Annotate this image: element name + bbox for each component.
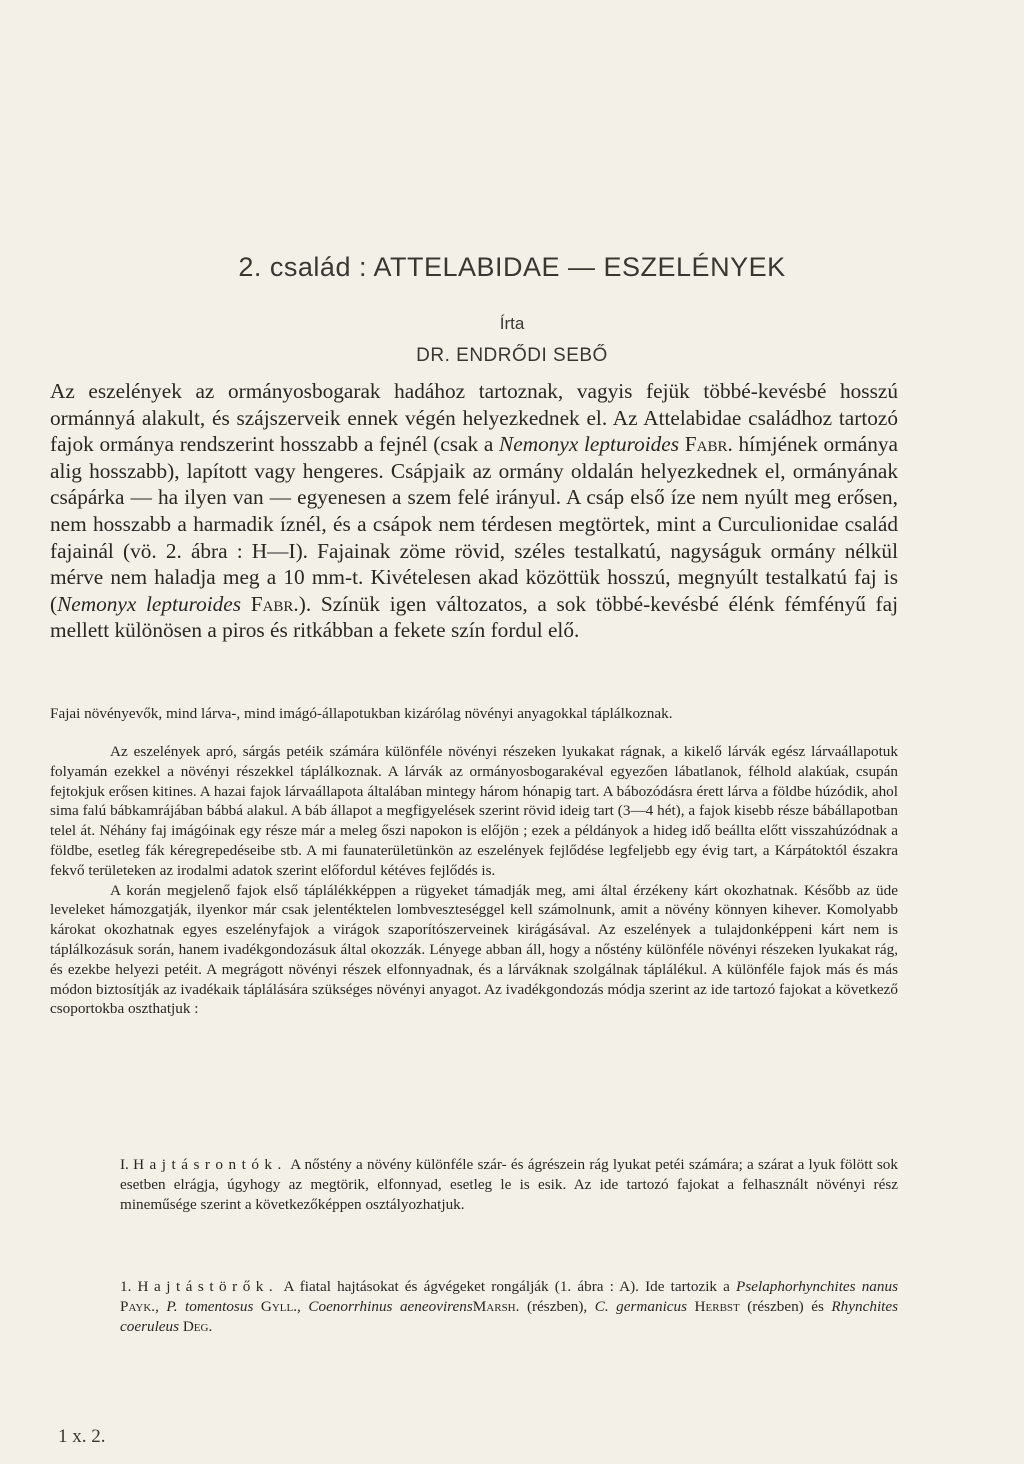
separator: ,	[297, 1297, 309, 1315]
author-name: DR. ENDRŐDI SEBŐ	[416, 345, 608, 366]
author-abbrev: Deg.	[182, 1317, 213, 1335]
group-term: Hajtásrontók.	[133, 1156, 287, 1173]
author-abbrev: Fabr.	[250, 591, 299, 616]
group-description: A fiatal hajtásokat és ágvégeket rongálják (1. ábra : A). Ide tartozik a	[278, 1278, 737, 1295]
page-signature: 1 x. 2.	[58, 1426, 106, 1447]
intro-text-1: Az eszelények az ormányosbogarak hadához tartoznak, vagyis fejük többé-kevésbé hosszú ormánnyá alakult, és szájszerveik ennek végén helyezkednek el. Az Attelabidae családhoz tartozó fajok ormánya rendszerint hosszabb a fejnél (csak a	[50, 379, 898, 457]
species-name: Coenorrhinus aeneovirens	[308, 1297, 473, 1315]
group-item-hajtasrontok	[120, 1155, 898, 1214]
list-number: I.	[120, 1156, 129, 1173]
development-paragraph: Az eszelények apró, sárgás petéik számára különféle növényi részeken lyukakat rágnak, a kikelő lárvák egész lárvaállapotuk folyamán ezekkel a növényi részekkel táplálkoznak. A lárvák az ormányosbogarakéval egyezően lábatlanok, félhold alakúak, csupán fejtokjuk erősen kitines. A hazai fajok lárvaállapota általában mintegy három hónapig tart. A bábozódásra érett lárva a földbe húzódik, ahol sima falú bábkamrájában bábbá alakul. A báb állapot a megfigyelések szerint rövid ideig tart (3—4 hét), a fajok kisebb része bábállapotban telel át. Néhány faj imágóinak egy része már a meleg őszi napokon is előjön ; ezek a példányok a hideg idő beállta előtt visszahúzódnak a földbe, esetleg fák kéregrepedéseibe stb. A mi faunaterületünkön az eszelények fejlődése legfeljebb egy évig tart, a Kárpátoktól északra fekvő területeken az irodalmi adatok szerint előfordul kétéves fejlődés is.	[50, 743, 898, 879]
author-abbrev: Payk.	[120, 1297, 156, 1315]
group-description: A nőstény a növény különféle szár- és ágrészein rág lyukat petéi számára; a szárat a lyuk fölött sok esetben elrágja, úgyhogy az megtörik, elfonnyad, esetleg le is esik. Az ide tartozó fajokat a felhasznált növényi rész mineműsége szerint a következőképpen osztályozhatjuk.	[120, 1156, 898, 1213]
species-name: Nemonyx lepturoides	[499, 432, 680, 457]
species-name: Nemonyx lepturoides	[57, 591, 242, 616]
species-name: Pselaphorhynchites nanus	[736, 1278, 898, 1295]
list-number: 1.	[120, 1278, 132, 1295]
species-name: C. germanicus	[594, 1297, 688, 1315]
body-paragraphs	[50, 742, 898, 1019]
chapter-heading: 2. család : ATTELABIDAE — ESZELÉNYEK	[238, 252, 786, 282]
species-name: P. tomentosus	[166, 1297, 254, 1315]
separator: (részben),	[519, 1297, 595, 1315]
intro-paragraph	[50, 378, 898, 644]
author-abbrev: Herbst	[694, 1297, 740, 1315]
feeding-paragraph	[50, 704, 898, 724]
byline-label: Írta	[499, 314, 525, 333]
group-item-hajtastorok	[120, 1277, 898, 1336]
intro-text-3: ). Színük igen változatos, a sok többé-kevésbé élénk fémfényű faj mellett különösen a piros és ritkábban a fekete szín fordul elő.	[50, 591, 899, 643]
separator: ,	[155, 1297, 167, 1315]
intro-text-2: hímjének ormánya alig hosszabb), lapított vagy hengeres. Csápjaik az ormány oldalán helyezkednek el, ormányának csápárka — ha ilyen van — egyenesen a szem felé irányul. A csáp első íze nem nyúlt meg erősen, nem hosszabb a harmadik íznél, és a csápok nem térdesen megtörtek, mint a Curculionidae család fajainál (vö. 2. ábra : H—I). Fajainak zöme rövid, széles testalkatú, nagyságuk ormány nélkül mérve nem haladja meg a 10 mm-t. Kivételesen akad közöttük hosszú, megnyúlt testalkatú faj is (	[50, 432, 898, 616]
species-name: Rhynchites coeruleus	[120, 1297, 899, 1335]
author-abbrev: Marsh.	[472, 1297, 520, 1315]
separator: (részben) és	[739, 1297, 832, 1315]
author-abbrev: Gyll.	[260, 1297, 298, 1315]
damage-paragraph: A korán megjelenő fajok első táplálékképpen a rügyeket támadják meg, ami által érzékeny kárt okozhatnak. Később az üde leveleket hámozgatják, ilyenkor már csak jelentéktelen lombveszteséggel kell számolnunk, amit a növény könnyen kihever. Komolyabb károkat okozhatnak egyes eszelényfajok a virágok szaporítószerveinek kirágásával. Az eszelények a tulajdonképpeni kárt nem is táplálkozásuk során, hanem ivadékgondozásuk által okozzák. Lényege abban áll, hogy a nőstény különféle növényi részeken lyukakat rág, és ezekbe helyezi petéit. A megrágott növényi részek elfonnyadnak, és a lárváknak szolgálnak táplálékul. A különféle fajok más és más módon biztosítják az ivadékaik táplálására szükséges növényi anyagot. Az ivadékgondozás módja szerint az ide tartozó fajokat a következő csoportokba oszthatjuk :	[50, 881, 898, 1018]
author-abbrev: Fabr.	[684, 432, 733, 457]
group-term: Hajtástörők.	[137, 1278, 279, 1295]
feeding-text: Fajai növényevők, mind lárva-, mind imágó-állapotukban kizárólag növényi anyagokkal táplálkoznak.	[50, 705, 673, 722]
